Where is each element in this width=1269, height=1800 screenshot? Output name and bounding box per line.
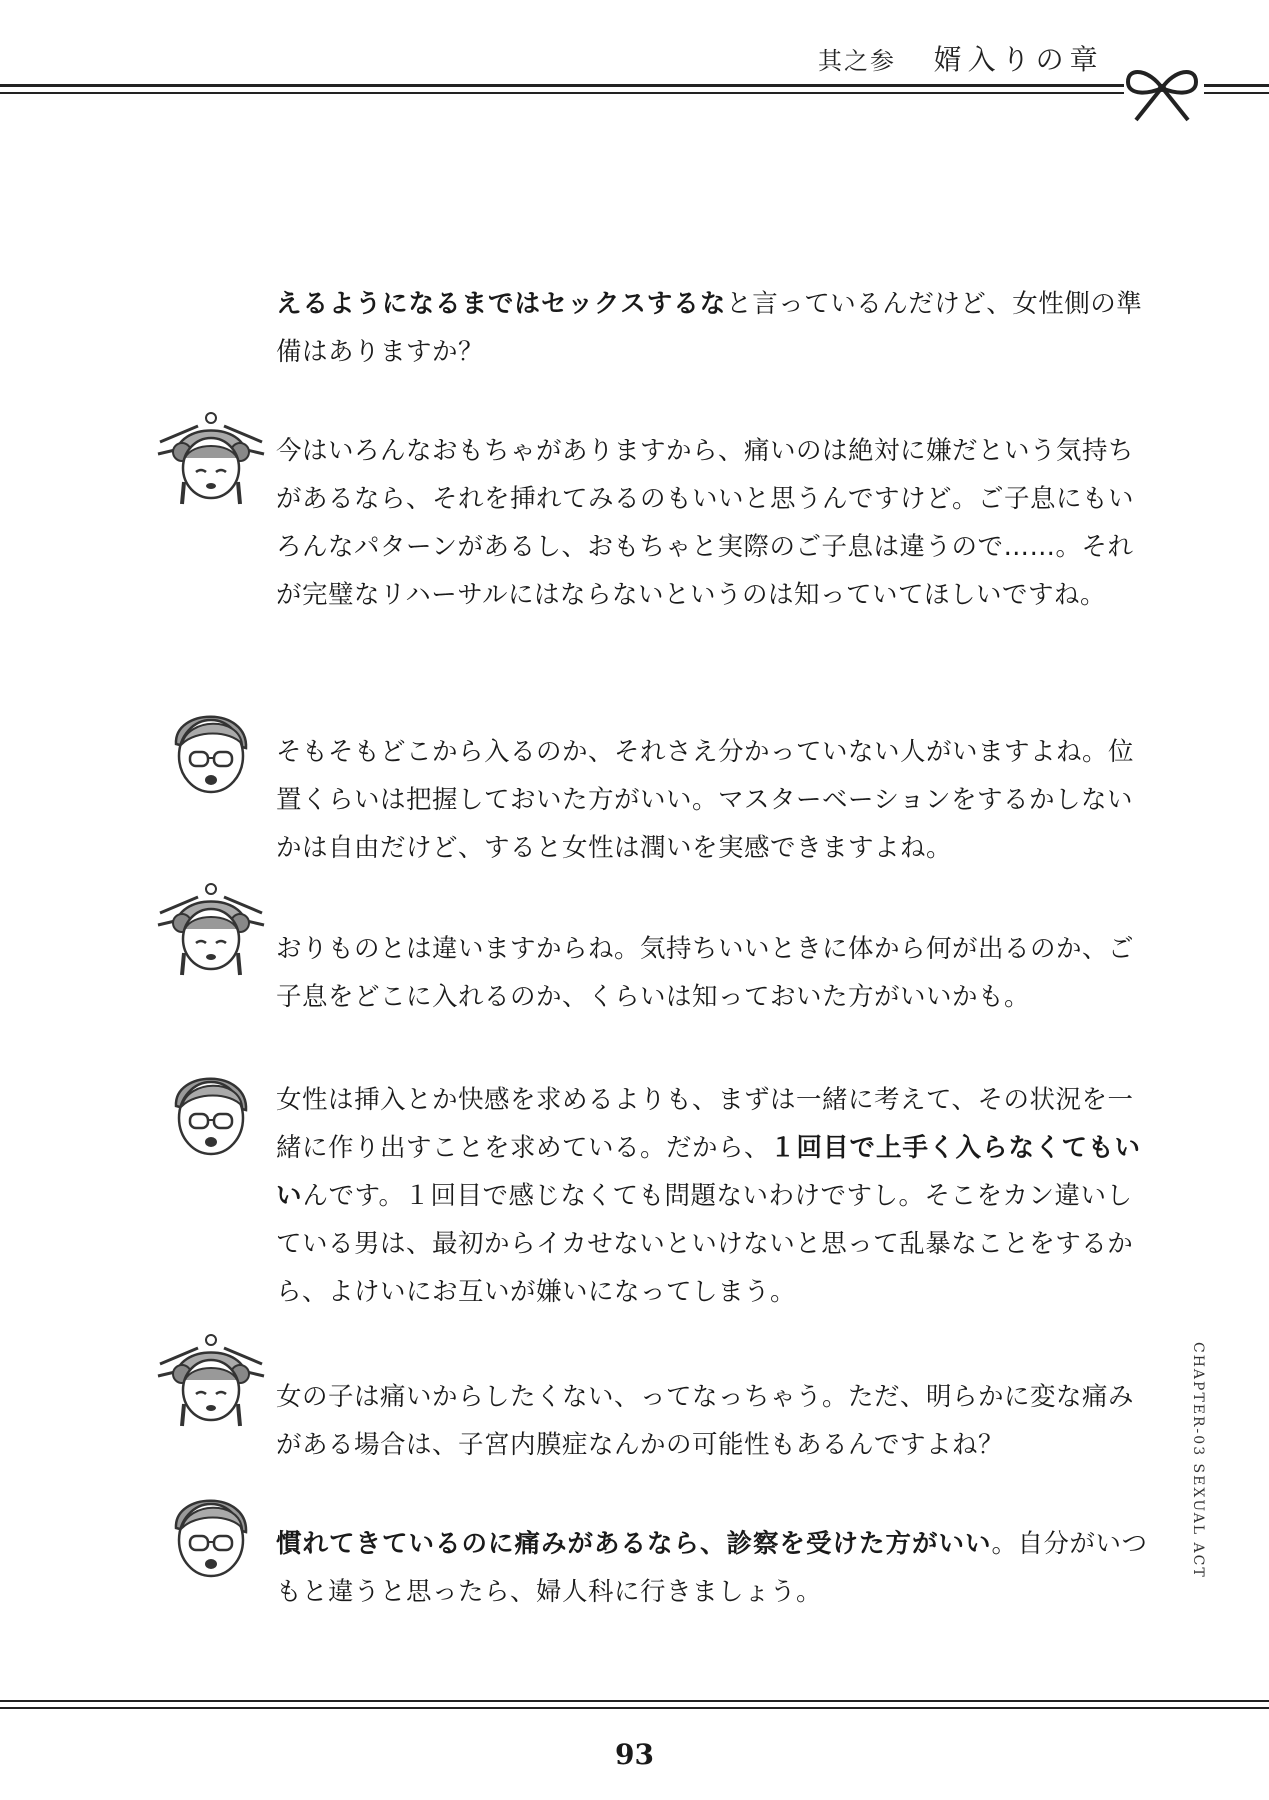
footer-rule-bottom bbox=[0, 1707, 1269, 1709]
paragraph-doctor-3 bbox=[276, 1520, 1156, 1616]
running-header bbox=[818, 38, 1104, 78]
ribbon-knot-icon bbox=[1114, 52, 1210, 124]
body-text: 今はいろんなおもちゃがありますから、痛いのは絶対に嫌だという気持ちがあるなら、それを挿れてみるのもいいと思うんですけど。ご子息にもいろんなパターンがあるし、おもちゃと実際のご子息は違うので……。それが完璧なリハーサルにはならないというのは知っていてほしいですね。 bbox=[276, 436, 1135, 610]
paragraph-geisha-3 bbox=[276, 1373, 1156, 1469]
doctor-avatar-icon bbox=[152, 1062, 270, 1158]
header-rule-top bbox=[0, 84, 1269, 87]
emphasis-text: 慣れてきているのに痛みがあるなら、診察を受けた方がいい bbox=[276, 1529, 992, 1559]
paragraph-intro bbox=[276, 280, 1156, 376]
body-text: おりものとは違いますからね。気持ちいいときに体から何が出るのか、ご子息をどこに入れるのか、くらいは知っておいた方がいいかも。 bbox=[276, 934, 1135, 1012]
chapter-title: 婿入りの章 bbox=[933, 43, 1104, 76]
footer-rule-top bbox=[0, 1700, 1269, 1702]
geisha-avatar-icon bbox=[152, 1334, 270, 1430]
paragraph-geisha-1 bbox=[276, 427, 1156, 619]
chapter-number: 其之参 bbox=[818, 47, 896, 75]
paragraph-geisha-2 bbox=[276, 925, 1156, 1021]
body-text: 女の子は痛いからしたくない、ってなっちゃう。ただ、明らかに変な痛みがある場合は、子宮内膜症なんかの可能性もあるんですよね？ bbox=[276, 1382, 1135, 1460]
header-rule-bottom bbox=[0, 92, 1269, 94]
geisha-avatar-icon bbox=[152, 883, 270, 979]
emphasis-text: えるようになるまではセックスするな bbox=[276, 289, 727, 319]
paragraph-doctor-2 bbox=[276, 1076, 1156, 1316]
emphasis-text: １回目で上手く入らなくてもいい bbox=[276, 1133, 1142, 1211]
body-text: んです。１回目で感じなくても問題ないわけですし。そこをカン違いしている男は、最初からイカせないといけないと思って乱暴なことをするから、よけいにお互いが嫌いになってしまう。 bbox=[276, 1181, 1134, 1307]
body-text: 。自分がいつもと違うと思ったら、婦人科に行きましょう。 bbox=[276, 1529, 1148, 1607]
body-text: 女性は挿入とか快感を求めるよりも、まずは一緒に考えて、その状況を一緒に作り出すことを求めている。だから、 bbox=[276, 1085, 1134, 1163]
page-number: 93 bbox=[615, 1738, 654, 1771]
body-text: と言っているんだけど、女性側の準備はありますか？ bbox=[276, 289, 1143, 367]
paragraph-doctor-1 bbox=[276, 728, 1156, 872]
body-text: そもそもどこから入るのか、それさえ分かっていない人がいますよね。位置くらいは把握しておいた方がいい。マスターベーションをするかしないかは自由だけど、すると女性は潤いを実感できますよね。 bbox=[276, 737, 1135, 863]
chapter-side-label: CHAPTER-03 SEXUAL ACT bbox=[1190, 1342, 1206, 1579]
doctor-avatar-icon bbox=[152, 1484, 270, 1580]
geisha-avatar-icon bbox=[152, 412, 270, 508]
doctor-avatar-icon bbox=[152, 700, 270, 796]
